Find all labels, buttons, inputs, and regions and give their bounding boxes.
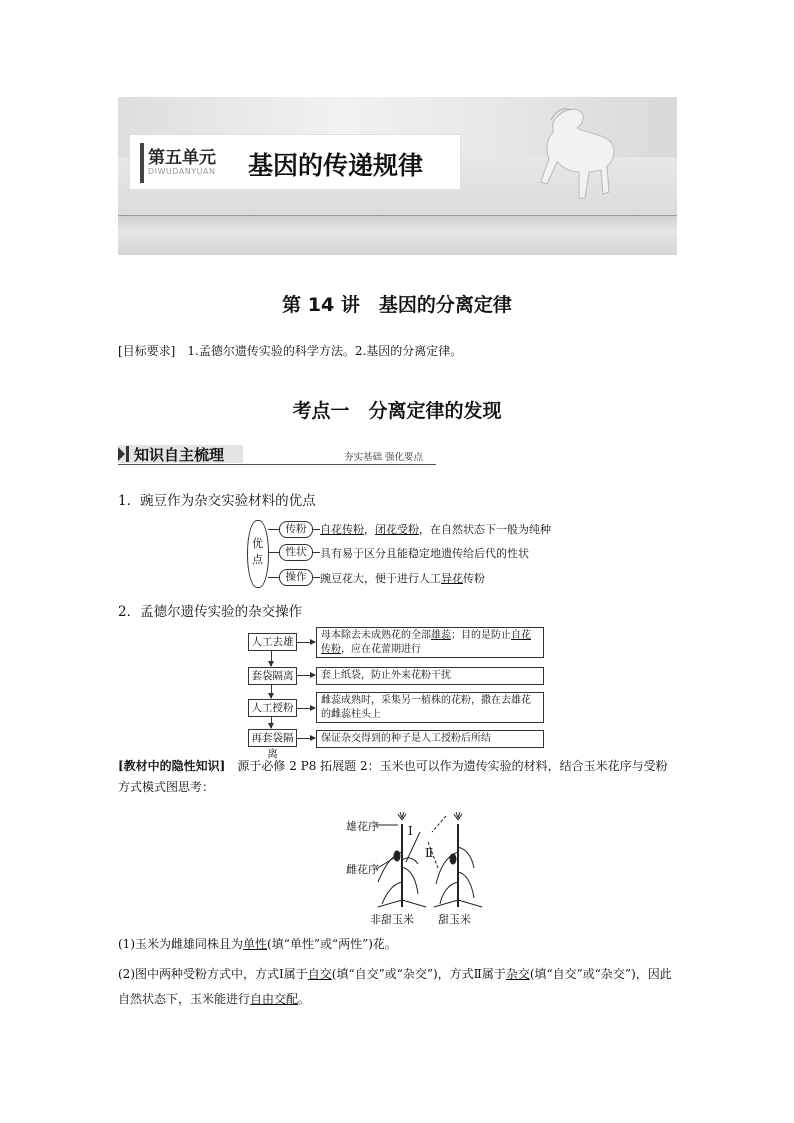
arrow-right bbox=[297, 738, 315, 739]
connector bbox=[268, 577, 279, 578]
banner-horizon bbox=[118, 215, 677, 216]
label-female-inflorescence: 雌花序 bbox=[346, 863, 379, 876]
item2-heading: 2．孟德尔遗传实验的杂交操作 bbox=[118, 604, 303, 620]
unit-banner bbox=[118, 97, 677, 255]
knowledge-header bbox=[118, 443, 436, 465]
unit-title: 基因的传递规律 bbox=[248, 151, 424, 180]
unit-label-box bbox=[130, 135, 460, 189]
pea-tag-trait: 性状 bbox=[279, 544, 313, 561]
caption-non-sweet-corn: 非甜玉米 bbox=[370, 913, 414, 926]
mark-I: Ⅰ bbox=[408, 824, 413, 838]
horse-image bbox=[513, 102, 628, 212]
connector bbox=[313, 577, 320, 578]
label-male-inflorescence: 雄花序 bbox=[346, 820, 379, 833]
arrow-down bbox=[271, 651, 272, 666]
arrow-right bbox=[297, 675, 315, 676]
arrow-down bbox=[271, 685, 272, 698]
header-rule bbox=[118, 464, 436, 465]
pea-tag-pollination: 传粉 bbox=[279, 521, 313, 538]
flow-desc-pollination: 雌蕊成熟时，采集另一植株的花粉，撒在去雄花的雌蕊柱头上 bbox=[316, 692, 544, 723]
question-1: (1)玉米为雌雄同株且为单性(填“单性”或“两性”)花。 bbox=[118, 937, 397, 951]
connector bbox=[268, 529, 279, 530]
arrow-right bbox=[297, 708, 315, 709]
section-title: 考点一 分离定律的发现 bbox=[292, 400, 502, 422]
unit-pinyin: DIWUDANYUAN bbox=[148, 167, 216, 176]
flow-desc-bagging: 套上纸袋，防止外来花粉干扰 bbox=[316, 667, 544, 685]
corn-figure bbox=[318, 812, 488, 927]
knowledge-subtitle: 夯实基础 强化要点 bbox=[344, 452, 424, 463]
banner-ground bbox=[118, 215, 677, 255]
item1-heading: 1．豌豆作为杂交实验材料的优点 bbox=[118, 493, 316, 509]
unit-accent-bar bbox=[140, 143, 144, 183]
pea-group-label: 优点 bbox=[252, 537, 263, 566]
unit-label: 第五单元 bbox=[148, 148, 216, 168]
flow-step-bagging: 套袋隔离 bbox=[248, 667, 297, 685]
lecture-title: 第 14 讲 基因的分离定律 bbox=[282, 294, 512, 316]
learning-goals: [目标要求] 1.孟德尔遗传实验的科学方法。2.基因的分离定律。 bbox=[118, 344, 463, 358]
caption-sweet-corn: 甜玉米 bbox=[438, 913, 471, 926]
flow-step-rebagging: 再套袋隔离 bbox=[248, 729, 297, 747]
connector bbox=[268, 552, 279, 553]
connector bbox=[313, 552, 320, 553]
pea-tag-operation: 操作 bbox=[279, 569, 313, 586]
pea-row-pollination: 自花传粉，闭花受粉，在自然状态下一般为纯种 bbox=[320, 523, 551, 536]
pea-row-trait: 具有易于区分且能稳定地遗传给后代的性状 bbox=[320, 547, 529, 560]
flow-step-pollination: 人工授粉 bbox=[248, 699, 297, 717]
pea-row-operation: 豌豆花大，便于进行人工异花传粉 bbox=[320, 572, 485, 585]
arrow-down bbox=[271, 717, 272, 728]
flow-desc-rebagging: 保证杂交得到的种子是人工授粉后所结 bbox=[316, 730, 544, 748]
arrow-right bbox=[297, 642, 315, 643]
connector bbox=[313, 529, 320, 530]
knowledge-title: 知识自主梳理 bbox=[134, 446, 225, 464]
triangle-icon bbox=[118, 447, 125, 461]
mark-II: Ⅱ bbox=[425, 846, 434, 860]
flow-desc-emasculation: 母本除去未成熟花的全部雄蕊；目的是防止自花 传粉，应在花蕾期进行 bbox=[316, 627, 544, 658]
hidden-knowledge-paragraph: [教材中的隐性知识] 源于必修 2 P8 拓展题 2：玉米也可以作为遗传实验的材料，结合玉米花序与受粉方式模式图思考： bbox=[118, 759, 668, 794]
header-bar bbox=[126, 446, 129, 462]
question-2: (2)图中两种受粉方式中，方式Ⅰ属于自交(填“自交”或“杂交”)，方式Ⅱ属于杂交(填“自交”或“杂交”)，因此自然状态下，玉米能进行自由交配。 bbox=[118, 967, 672, 1006]
flow-step-emasculation: 人工去雄 bbox=[248, 633, 297, 651]
